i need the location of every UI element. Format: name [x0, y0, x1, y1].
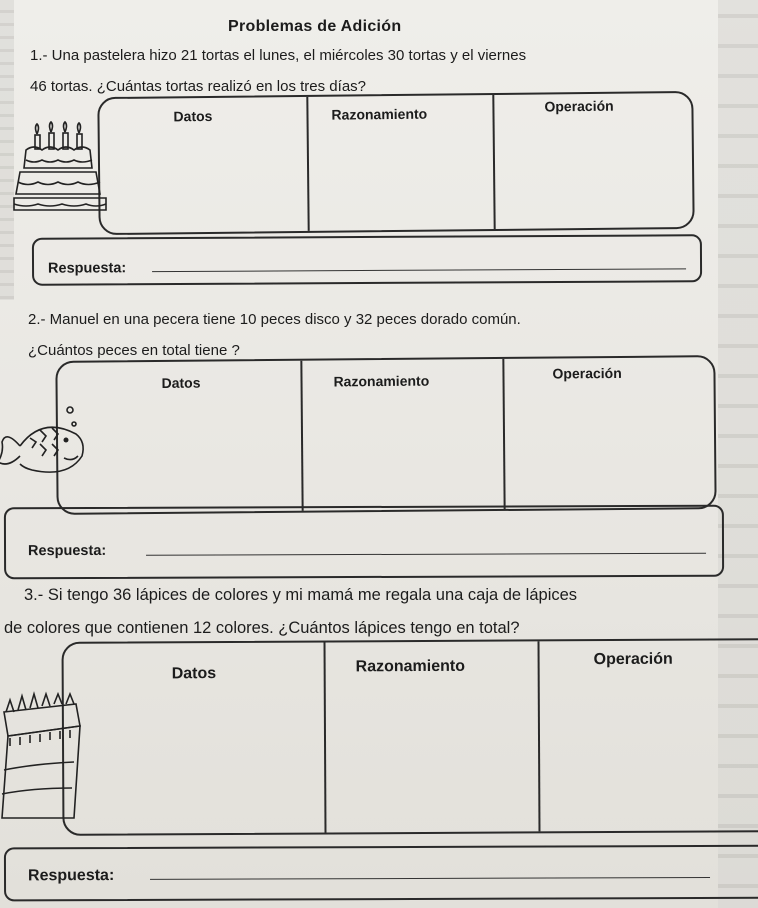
problem-2-line-2: ¿Cuántos peces en total tiene ?	[28, 342, 240, 359]
problem-3-answer-box	[4, 845, 758, 902]
header-razonamiento: Razonamiento	[333, 372, 430, 390]
datos-cell[interactable]	[134, 693, 323, 830]
answer-line[interactable]	[150, 877, 710, 880]
answer-line[interactable]	[146, 553, 706, 556]
problem-1-line-2: 46 tortas. ¿Cuántas tortas realizó en los tres días?	[30, 78, 366, 95]
header-operacion: Operación	[544, 97, 614, 115]
crayon-box-icon	[0, 690, 90, 820]
datos-cell[interactable]	[211, 97, 307, 228]
problem-3-table	[61, 638, 758, 836]
razonamiento-cell[interactable]	[308, 95, 493, 227]
problem-2-answer-box	[4, 505, 724, 580]
problem-1-answer-box	[32, 234, 702, 286]
problem-3-line-2: de colores que contienen 12 colores. ¿Cuántos lápices tengo en total?	[4, 619, 520, 637]
problem-3-line-1: 3.- Si tengo 36 lápices de colores y mi mamá me regala una caja de lápices	[24, 586, 578, 604]
fish-icon	[0, 400, 90, 490]
operacion-cell[interactable]	[504, 357, 710, 505]
header-razonamiento: Razonamiento	[355, 657, 466, 676]
problem-1-line-1: 1.- Una pastelera hizo 21 tortas el lunes, el miércoles 30 tortas y el viernes	[30, 47, 527, 64]
operacion-cell[interactable]	[494, 93, 690, 225]
answer-label: Respuesta:	[28, 542, 107, 560]
problem-2-table	[55, 355, 716, 515]
answer-label: Respuesta:	[27, 867, 115, 885]
operacion-cell[interactable]	[540, 640, 758, 827]
header-operacion: Operación	[593, 650, 673, 669]
header-datos: Datos	[173, 107, 213, 125]
cake-icon	[10, 120, 110, 220]
problem-1-table	[97, 91, 694, 235]
header-datos: Datos	[161, 374, 201, 391]
page-title: Problemas de Adición	[228, 18, 402, 35]
razonamiento-cell[interactable]	[326, 641, 539, 828]
answer-label: Respuesta:	[47, 260, 127, 277]
answer-line[interactable]	[152, 268, 686, 272]
razonamiento-cell[interactable]	[302, 359, 503, 507]
problem-2-line-1: 2.- Manuel en una pecera tiene 10 peces disco y 32 peces dorado común.	[28, 311, 521, 328]
header-operacion: Operación	[552, 364, 622, 382]
datos-cell[interactable]	[118, 401, 301, 509]
header-datos: Datos	[171, 665, 217, 683]
header-razonamiento: Razonamiento	[331, 105, 428, 123]
